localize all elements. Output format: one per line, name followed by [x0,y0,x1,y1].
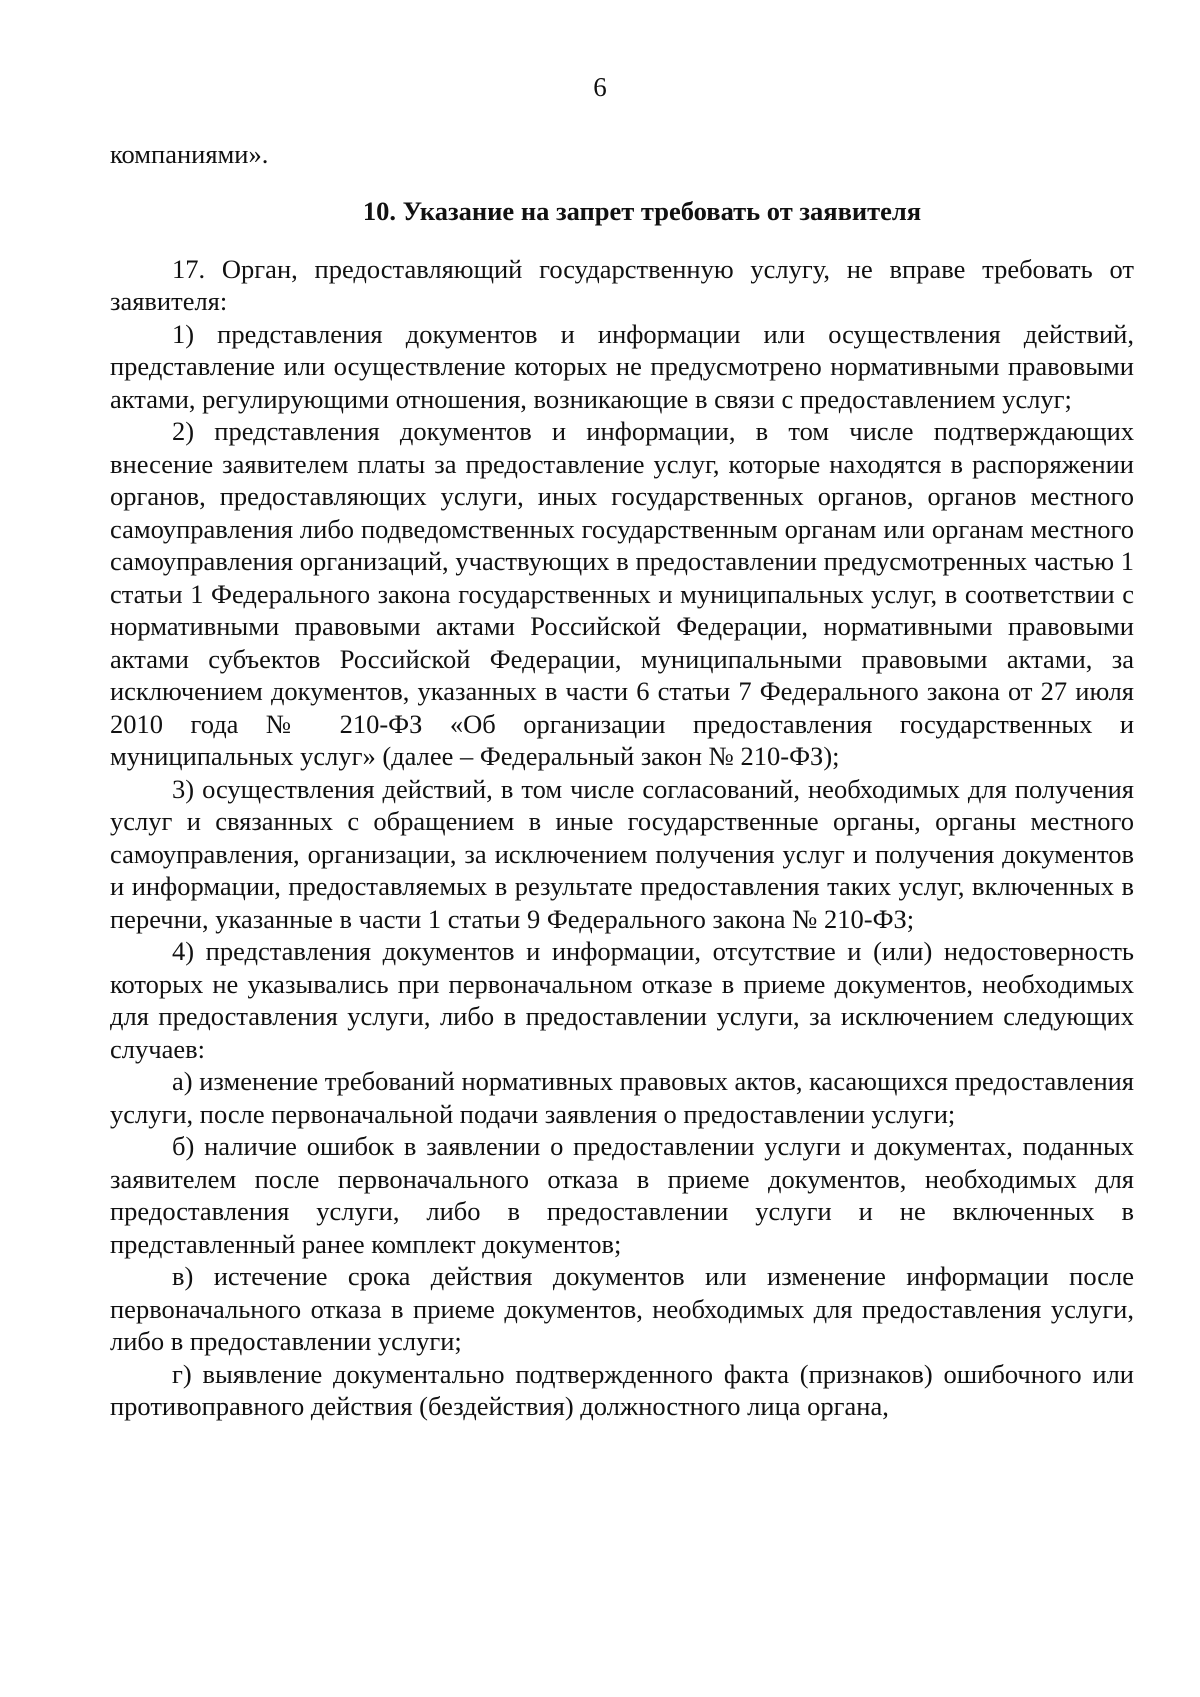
item-2: 2) представления документов и информации, в том числе подтверждающих внесение заявителем платы за предоставление услуг, которые находятся в распоряжении органов, предоставляющих услуги, иных государственных органов, органов местного самоуправления либо подведомственных государственным органам или органам местного самоуправления организаций, участвующих в предоставлении предусмотренных частью 1 статьи 1 Федерального закона государственных и муниципальных услуг, в соответствии с нормативными правовыми актами Российской Федерации, нормативными правовыми актами субъектов Российской Федерации, муниципальными правовыми актами, за исключением документов, указанных в части 6 статьи 7 Федерального закона от 27 июля 2010 года № 210-ФЗ «Об организации предоставления государственных и муниципальных услуг» (далее – Федеральный закон № 210-ФЗ); [110,416,1134,771]
subitem-v: в) истечение срока действия документов или изменение информации после первоначального отказа в приеме документов, необходимых для предоставления услуги, либо в предоставлении услуги; [110,1261,1134,1356]
item-1: 1) представления документов и информации или осуществления действий, представление или осуществление которых не предусмотрено нормативными правовыми актами, регулирующими отношения, возникающие в связи с предоставлением услуг; [110,318,1134,414]
subitem-b: б) наличие ошибок в заявлении о предоставлении услуги и документах, поданных заявителем после первоначального отказа в приеме документов, необходимых для предоставления услуги, либо в предоставлении услуги и не включенных в представленный ранее комплект документов; [110,1131,1134,1259]
item-3: 3) осуществления действий, в том числе согласований, необходимых для получения услуг и связанных с обращением в иные государственные органы, органы местного самоуправления, организации, за исключением получения услуг и получения документов и информации, предоставляемых в результате предоставления таких услуг, включенных в перечни, указанные в части 1 статьи 9 Федерального закона № 210-ФЗ; [110,773,1134,934]
subitem-g: г) выявление документально подтвержденного факта (признаков) ошибочного или противоправного действия (бездействия) должностного лица органа, [110,1358,1134,1421]
document-body [110,138,1134,1423]
item-4: 4) представления документов и информации, отсутствие и (или) недостоверность которых не указывались при первоначальном отказе в приеме документов, необходимых для предоставления услуги, либо в предоставлении услуги, за исключением следующих случаев: [110,936,1134,1064]
page-number: 6 [593,72,607,102]
subitem-a: а) изменение требований нормативных правовых актов, касающихся предоставления услуги, после первоначальной подачи заявления о предоставлении услуги; [110,1066,1134,1129]
continuation-text: компаниями». [110,139,269,169]
section-heading: 10. Указание на запрет требовать от заявителя [362,195,922,226]
paragraph-17: 17. Орган, предоставляющий государственную услугу, не вправе требовать от заявителя: [110,253,1134,316]
